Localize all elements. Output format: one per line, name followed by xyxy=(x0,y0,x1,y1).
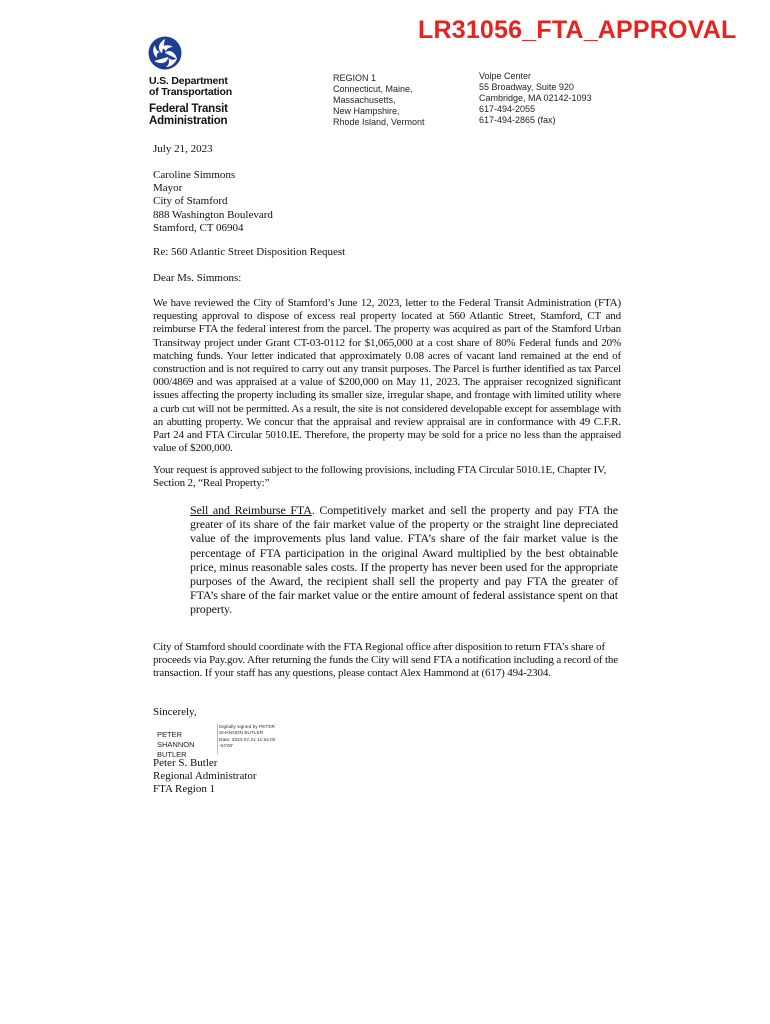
salutation: Dear Ms. Simmons: xyxy=(153,272,242,284)
digital-signature-line: Digitally signed by PETER xyxy=(219,725,275,730)
recipient-address xyxy=(153,169,621,235)
subject-line: Re: 560 Atlantic Street Disposition Request xyxy=(153,246,346,258)
approval-stamp: LR31056_FTA_APPROVAL xyxy=(418,16,737,44)
agency-name-line-1: Federal Transit xyxy=(149,103,228,115)
digital-signature-line: -04'00' xyxy=(219,744,234,750)
body-paragraph: Your request is approved subject to the following provisions, including FTA Circular 5010.1E, Chapter IV, Section 2, “Real Property:” xyxy=(153,464,607,490)
recipient-line: 888 Washington Boulevard xyxy=(153,208,273,221)
signer-block xyxy=(153,757,621,797)
dot-triskelion-icon xyxy=(148,36,182,70)
signer-office: FTA Region 1 xyxy=(153,783,216,796)
region-line: Massachusetts, xyxy=(333,95,396,105)
region-line: New Hampshire, xyxy=(333,106,400,116)
office-address-block xyxy=(479,71,592,126)
region-line: Rhode Island, Vermont xyxy=(333,117,425,127)
recipient-line: Caroline Simmons xyxy=(153,169,236,181)
office-fax: 617-494-2865 (fax) xyxy=(479,115,556,125)
recipient-line: Stamford, CT 06904 xyxy=(153,221,244,234)
letter-date: July 21, 2023 xyxy=(153,143,213,155)
body-paragraph: City of Stamford should coordinate with the FTA Regional office after disposition to return FTA’s share of proceeds via Pay.gov. After returning the funds the City will send FTA a notification including a record of the transaction. If your staff has any questions, please contact Alex Hammond at (617) 494-2304. xyxy=(153,641,618,680)
digital-signature-line: Date: 2023.07.21 11:54:00 xyxy=(219,737,276,743)
signer-title: Regional Administrator xyxy=(153,770,257,783)
department-name-line-1: U.S. Department xyxy=(149,75,228,87)
agency-name-line-2: Administration xyxy=(149,115,228,127)
office-line: Cambridge, MA 02142-1093 xyxy=(479,93,592,103)
body-paragraph: We have reviewed the City of Stamford’s June 12, 2023, letter to the Federal Transit Administration (FTA) requesting approval to dispose of excess real property located at 560 Atlantic Street, Stamford, CT and reimburse FTA the federal interest from the parcel. The property was acquired as part of the Stamford Urban Transitway project under Grant CT-03-0112 for $1,065,000 at a cost share of 80% Federal funds and 20% matching funds. Your letter indicated that approximately 0.08 acres of vacant land remained at the end of construction and is not required to carry out any transit purposes. The Parcel is further identified as tax Parcel 000/4869 and was appraised at a value of $200,000 on May 11, 2023. The appraiser recognized significant issues affecting the property including its smaller size, irregular shape, and frontage with limited utility where a curb cut will not be permitted. As a result, the site is not considered developable except for assemblage with an abutting property. We concur that the appraisal and review appraisal are in conformance with 49 C.F.R. Part 24 and FTA Circular 5010.IE. Therefore, the property may be sold for a price no less than the appraised value of $200,000. xyxy=(153,297,621,455)
recipient-line: City of Stamford xyxy=(153,195,228,208)
provision-block xyxy=(190,503,618,617)
office-line: Volpe Center xyxy=(479,71,532,81)
signature-divider xyxy=(217,724,218,754)
region-line: Connecticut, Maine, xyxy=(333,84,413,94)
signer-name: Peter S. Butler xyxy=(153,757,218,769)
department-name-line-2: of Transportation xyxy=(149,86,232,98)
signature-name: PETER SHANNON BUTLER xyxy=(157,730,195,759)
provision-body: . Competitively market and sell the property and pay FTA the greater of its share of the fair market value of the property or the straight line depreciated value of the improvements plus land value. FTA’s share of the fair market value is the percentage of FTA participation in the original Award multiplied by the best obtainable price, minus reasonable sales costs. If the property has never been used for the appropriate purposes of the Award, the recipient shall sell the property and pay FTA the greater of FTA’s share of the fair market value or the entire amount of federal assistance spent on that property. xyxy=(190,503,619,617)
region-line: REGION 1 xyxy=(333,73,377,83)
recipient-line: Mayor xyxy=(153,182,183,195)
region-address-block xyxy=(333,73,425,128)
provision-title: Sell and Reimburse FTA xyxy=(190,503,312,517)
office-line: 55 Broadway, Suite 920 xyxy=(479,82,574,92)
digital-signature-stamp xyxy=(219,725,287,751)
digital-signature-line: SHANNON BUTLER xyxy=(219,731,264,737)
office-phone: 617-494-2055 xyxy=(479,104,536,114)
closing: Sincerely, xyxy=(153,706,197,718)
